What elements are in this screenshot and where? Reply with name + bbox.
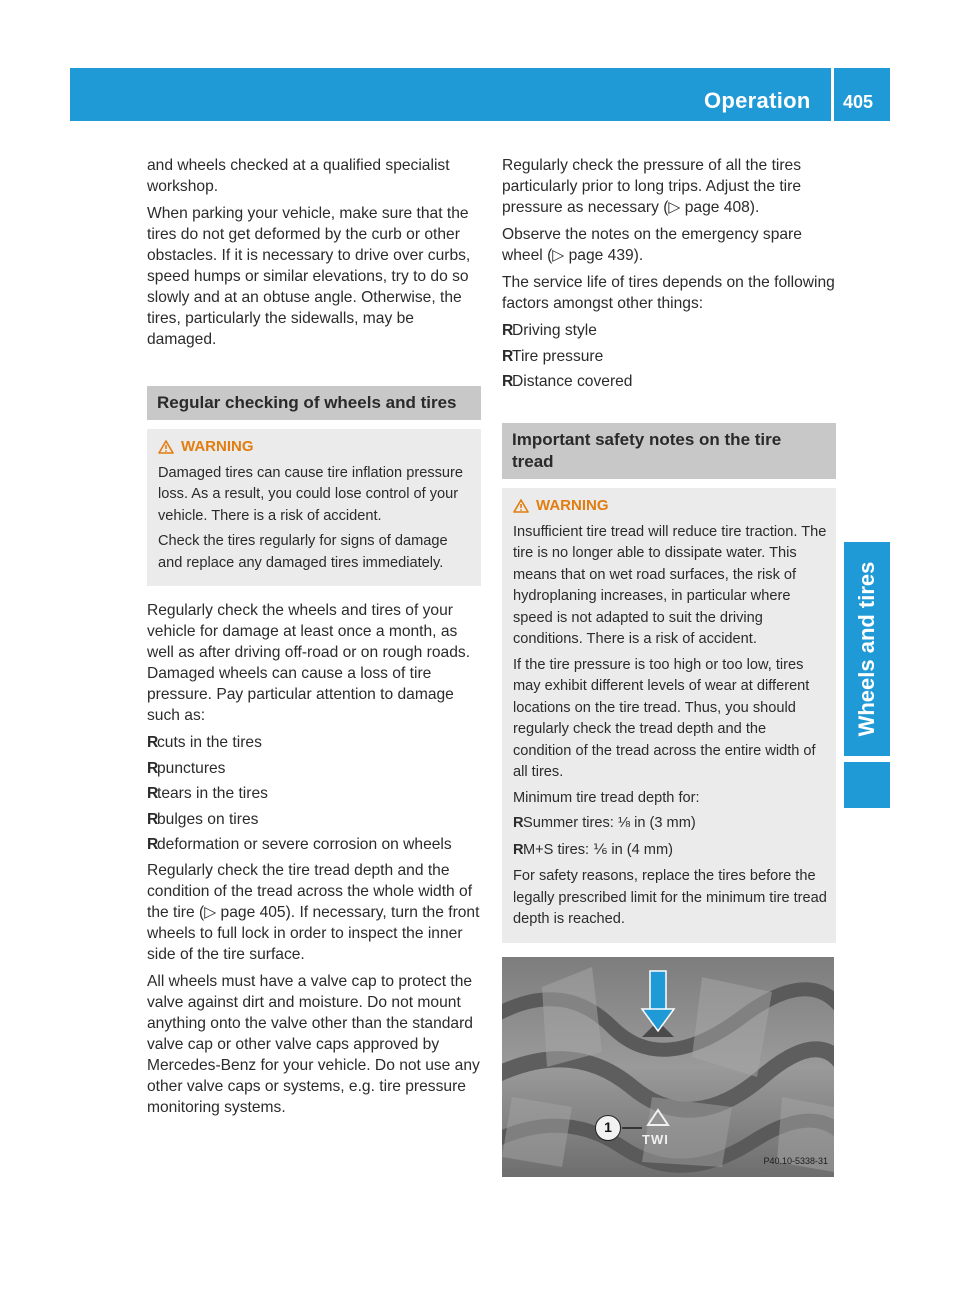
intro-paragraph: and wheels checked at a qualified specialist workshop.: [147, 157, 450, 195]
chapter-side-marker: [844, 762, 890, 808]
figure-callout-1: 1: [595, 1115, 621, 1141]
page-reference-link[interactable]: page 439: [568, 247, 634, 264]
service-life-paragraph: The service life of tires depends on the following factors amongst other things:: [502, 274, 835, 312]
warning-paragraph: Check the tires regularly for signs of damage and replace any damaged tires immediately.: [158, 533, 448, 571]
left-column: [147, 155, 481, 1124]
list-item: R Summer tires: ⅛ in (3 mm): [513, 813, 828, 835]
warning-title-text: WARNING: [536, 497, 609, 514]
bullet-marker: R: [147, 759, 159, 777]
warning-title-text: WARNING: [181, 438, 254, 455]
list-item: R bulges on tires: [147, 810, 259, 828]
list-item: R Driving style: [502, 322, 597, 339]
bullet-marker: R: [147, 785, 159, 802]
check-damage-paragraph: Regularly check the wheels and tires of your vehicle for damage at least once a month, as well as after driving off-road or on rough roads. Damaged wheels can cause a loss of tire pressure. Pay particular attention to damage such as:: [147, 602, 471, 724]
warning-paragraph: Insufficient tire tread will reduce tire traction. The tire is no longer able to dissipate water. This means that on wet road surfaces, the risk of hydroplaning increases, in particular where speed is not adapted to suit the driving conditions. There is a risk of accident.: [513, 523, 827, 647]
bullet-marker: R: [513, 815, 524, 831]
page-reference-link[interactable]: page 405: [220, 903, 286, 921]
damage-list: [147, 732, 481, 855]
list-item: R punctures: [147, 759, 226, 777]
valve-cap-paragraph: All wheels must have a valve cap to protect the valve against dirt and moisture. Do not mount anything onto the valve other than the standard valve cap or other valve caps approved by Mercedes-Benz for your vehicle. Do not use any other valve caps or systems, e.g. tire pressure monitoring systems.: [147, 972, 480, 1116]
page-section-title: Operation: [704, 88, 811, 113]
service-life-list: [502, 320, 836, 392]
tire-tread-figure: [502, 957, 834, 1177]
list-item: R M+S tires: ⅙ in (4 mm): [513, 840, 828, 862]
section-heading-regular-checking: Regular checking of wheels and tires: [147, 386, 481, 420]
tread-check-paragraph: Regularly check the tire tread depth and the condition of the tread across the whole width of the tire (▷ page 405). If necessary, turn the front wheels to full lock in order to inspect the inner side of the tire surface.: [147, 861, 480, 963]
pressure-paragraph: Regularly check the pressure of all the tires particularly prior to long trips. Adjust the tire pressure as necessary (▷ page 408).: [502, 157, 802, 216]
warning-paragraph: For safety reasons, replace the tires before the legally prescribed limit for the minimum tire tread depth is reached.: [513, 868, 827, 927]
bullet-marker: R: [147, 836, 159, 853]
twi-marker-label: TWI: [642, 1131, 669, 1147]
bullet-marker: R: [147, 810, 159, 828]
page-reference-link[interactable]: page 408: [684, 199, 750, 216]
list-item: R cuts in the tires: [147, 734, 262, 751]
warning-paragraph: Damaged tires can cause tire inflation pressure loss. As a result, you could lose control of your vehicle. There is a risk of accident.: [158, 464, 464, 524]
page-ref-arrow-icon: ▷: [204, 903, 217, 921]
tread-depth-list: [513, 813, 828, 861]
list-item: R Distance covered: [502, 373, 633, 390]
chapter-side-tab-label: Wheels and tires: [854, 561, 879, 737]
page-ref-arrow-icon: ▷: [668, 199, 681, 216]
warning-triangle-icon: [158, 440, 174, 454]
list-item: R tears in the tires: [147, 785, 268, 802]
warning-paragraph: Minimum tire tread depth for:: [513, 789, 700, 806]
warning-paragraph: If the tire pressure is too high or too low, tires may exhibit different levels of wear at different locations on the tire tread. Thus, you should regularly check the tread depth and the condition of the tread across the entire width of all tires.: [513, 656, 816, 780]
bullet-marker: R: [502, 322, 514, 339]
bullet-marker: R: [147, 734, 159, 751]
bullet-marker: R: [502, 373, 514, 390]
right-column: [502, 155, 836, 1177]
parking-paragraph: When parking your vehicle, make sure that the tires do not get deformed by the curb or other obstacles. If it is necessary to drive over curbs, speed humps or similar elevations, try to do so slowly and at an obtuse angle. Otherwise, the tires, particularly the sidewalls, may be damaged.: [147, 205, 471, 348]
warning-triangle-icon: [513, 499, 529, 513]
bullet-marker: R: [502, 347, 514, 365]
page-ref-arrow-icon: ▷: [552, 247, 565, 264]
header-divider: [831, 68, 834, 121]
warning-box-damaged-tires: [147, 429, 481, 586]
warning-title: [513, 495, 828, 517]
list-item: R deformation or severe corrosion on wheels: [147, 836, 452, 853]
warning-box-tire-tread: [502, 488, 836, 943]
page-number: 405: [843, 92, 874, 112]
figure-code: P40.10-5338-31: [763, 1155, 828, 1166]
spare-wheel-paragraph: Observe the notes on the emergency spare wheel (▷ page 439).: [502, 226, 802, 264]
section-heading-tire-tread-safety: Important safety notes on the tire tread: [502, 423, 836, 479]
bullet-marker: R: [513, 841, 524, 858]
warning-title: [158, 436, 473, 458]
list-item: R Tire pressure: [502, 347, 604, 365]
